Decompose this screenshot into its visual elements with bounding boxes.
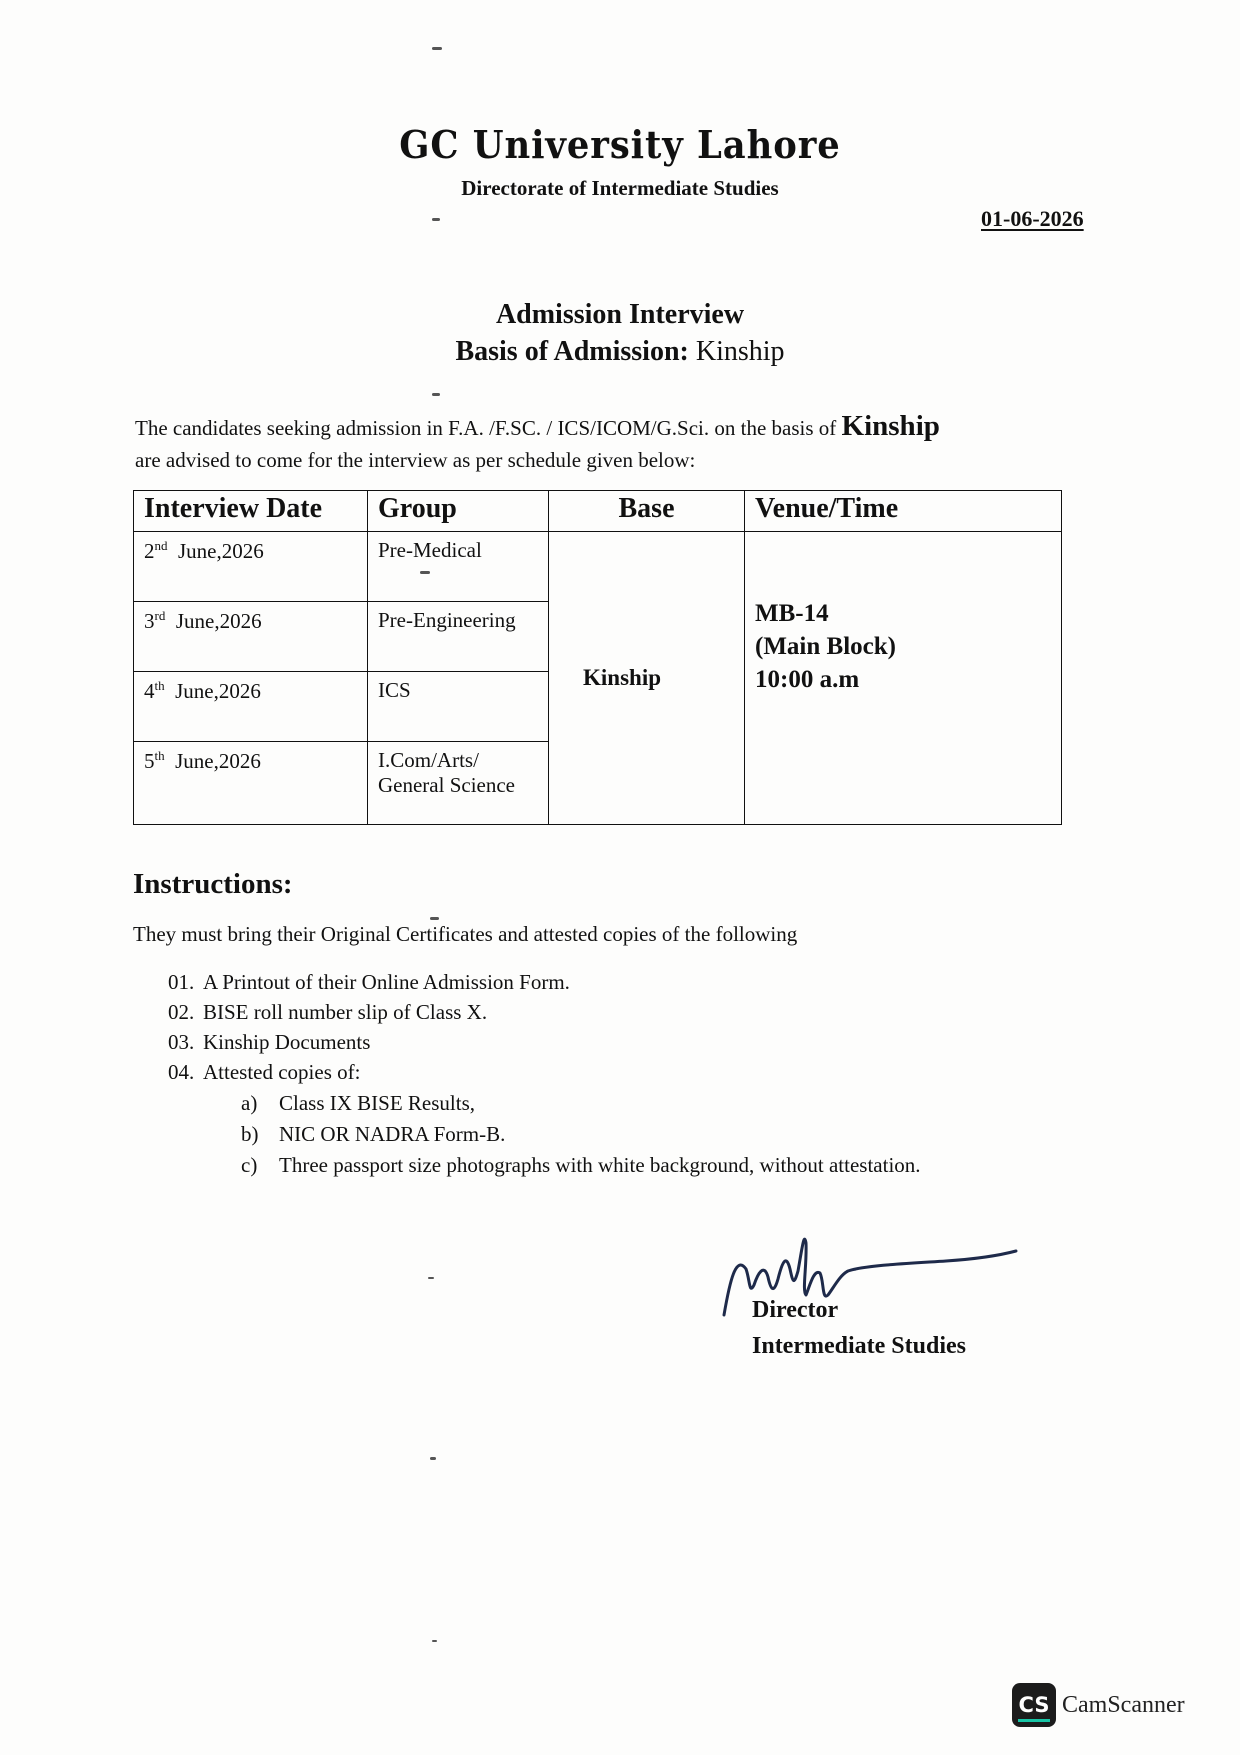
item-number: 02. xyxy=(168,1000,195,1024)
sub-item xyxy=(241,1122,505,1147)
group-cell: ICS xyxy=(368,672,549,742)
header-interview-date: Interview Date xyxy=(134,491,368,532)
scan-speck xyxy=(432,393,440,396)
group-cell: Pre-Engineering xyxy=(368,602,549,672)
date-suffix: nd xyxy=(154,538,168,553)
signatory-department: Intermediate Studies xyxy=(752,1333,966,1359)
group-line-2: General Science xyxy=(378,773,516,797)
item-number: 03. xyxy=(168,1030,195,1054)
venue-room: MB-14 xyxy=(755,600,829,627)
schedule-table xyxy=(133,490,1062,825)
group-cell: Pre-Medical xyxy=(368,532,549,602)
list-item xyxy=(168,1030,370,1055)
intro-text-before: The candidates seeking admission in F.A. /F.SC. / ICS/ICOM/G.Sci. on the basis of xyxy=(135,416,837,440)
heading-basis xyxy=(0,333,1240,370)
sub-item-text: Three passport size photographs with white background, without attestation. xyxy=(279,1153,921,1177)
list-item xyxy=(168,1060,360,1085)
header-base: Base xyxy=(549,491,745,532)
date-day: 5 xyxy=(144,749,155,773)
scan-speck xyxy=(432,1640,437,1642)
sub-item-letter: b) xyxy=(241,1122,259,1146)
intro-emphasis: Kinship xyxy=(841,410,940,442)
sub-item xyxy=(241,1091,475,1116)
heading-title: Admission Interview xyxy=(495,299,745,330)
intro-text-after: are advised to come for the interview as per schedule given below: xyxy=(135,448,696,472)
camscanner-watermark xyxy=(1012,1683,1185,1727)
table-row xyxy=(134,532,1062,602)
scan-speck xyxy=(428,1277,434,1279)
date-cell xyxy=(134,532,368,602)
signatory-title: Director xyxy=(752,1297,839,1323)
item-text: BISE roll number slip of Class X. xyxy=(203,1000,488,1024)
date-suffix: rd xyxy=(154,608,166,623)
date-day: 4 xyxy=(144,679,155,703)
instructions-title: Instructions: xyxy=(133,868,293,900)
item-number: 01. xyxy=(168,970,195,994)
sub-item-text: Class IX BISE Results, xyxy=(279,1091,476,1115)
item-text: Kinship Documents xyxy=(203,1030,371,1054)
venue-time: 10:00 a.m xyxy=(755,666,860,693)
date-suffix: th xyxy=(154,748,165,763)
sub-item xyxy=(241,1153,921,1178)
scan-speck xyxy=(432,218,440,221)
date-suffix: th xyxy=(154,678,165,693)
camscanner-logo-icon: CS xyxy=(1012,1683,1056,1727)
basis-value: Kinship xyxy=(695,336,785,367)
header-venue-time: Venue/Time xyxy=(745,491,1062,532)
camscanner-label: CamScanner xyxy=(1062,1691,1185,1718)
directorate-name: Directorate of Intermediate Studies xyxy=(461,176,779,200)
document-date: 01-06-2026 xyxy=(981,206,1084,231)
list-item xyxy=(168,970,570,995)
scan-speck xyxy=(432,47,442,50)
base-cell: Kinship xyxy=(549,532,745,825)
venue-block: (Main Block) xyxy=(755,633,896,660)
page-heading xyxy=(0,296,1240,370)
date-cell xyxy=(134,602,368,672)
item-text: A Printout of their Online Admission Form. xyxy=(203,970,570,994)
date-rest: June,2026 xyxy=(175,609,262,633)
date-rest: June,2026 xyxy=(175,679,261,703)
university-name: GC University Lahore xyxy=(399,122,841,167)
sub-item-text: NIC OR NADRA Form-B. xyxy=(279,1122,506,1146)
group-cell xyxy=(368,742,549,825)
date-rest: June,2026 xyxy=(178,539,264,563)
basis-label: Basis of Admission: xyxy=(455,336,689,367)
date-rest: June,2026 xyxy=(175,749,261,773)
date-cell xyxy=(134,672,368,742)
date-cell xyxy=(134,742,368,825)
sub-item-letter: a) xyxy=(241,1091,258,1115)
instructions-intro: They must bring their Original Certificates and attested copies of the following xyxy=(133,922,798,946)
item-number: 04. xyxy=(168,1060,195,1084)
sub-item-letter: c) xyxy=(241,1153,258,1177)
scan-speck xyxy=(430,917,439,920)
date-day: 2 xyxy=(144,539,155,563)
intro-paragraph xyxy=(135,410,1110,476)
group-line-1: I.Com/Arts/ xyxy=(378,748,479,772)
item-text: Attested copies of: xyxy=(203,1060,361,1084)
venue-cell xyxy=(745,532,1062,825)
scan-speck xyxy=(430,1457,436,1460)
table-header-row xyxy=(134,491,1062,532)
header-group: Group xyxy=(368,491,549,532)
date-day: 3 xyxy=(144,609,155,633)
list-item xyxy=(168,1000,487,1025)
